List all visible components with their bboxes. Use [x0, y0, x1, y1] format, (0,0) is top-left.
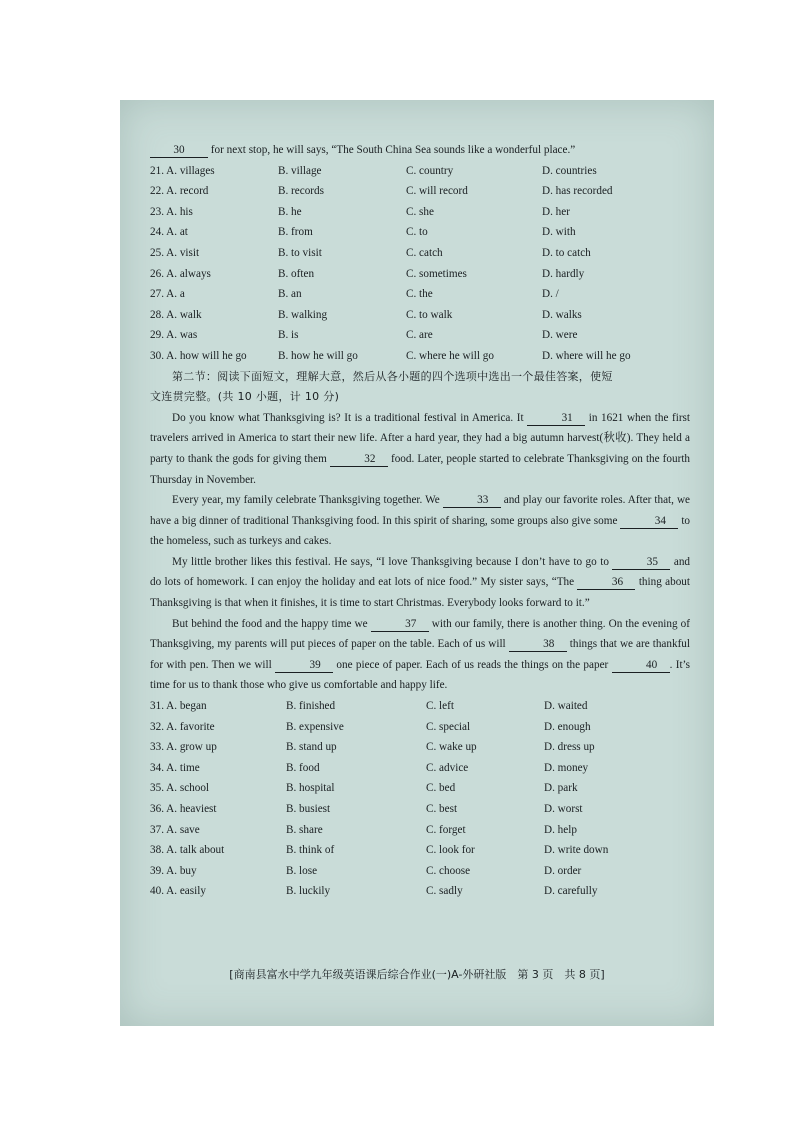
option: D. / — [542, 288, 559, 301]
option: C. wake up — [426, 741, 477, 754]
option: C. the — [406, 288, 433, 301]
blank-35: 35 — [612, 555, 670, 570]
option: B. how he will go — [278, 349, 358, 362]
option: D. park — [544, 782, 578, 795]
option: C. bed — [426, 782, 456, 795]
option: 37. A. save — [150, 823, 200, 836]
option: B. busiest — [286, 803, 331, 815]
option: C. left — [426, 700, 454, 713]
section-heading-line: 第二节：阅读下面短文，理解大意，然后从各小题的四个选项中选出一个最佳答案，使短 — [172, 369, 613, 383]
option: 28. A. walk — [150, 308, 202, 321]
option: 23. A. his — [150, 205, 193, 218]
passage-text: My little brother likes this festival. He says, “I love Thanksgiving because I don’t have to go to — [172, 555, 609, 568]
option: B. he — [278, 205, 302, 218]
option: B. finished — [286, 700, 336, 713]
blank-36: 36 — [577, 575, 635, 590]
option: 22. A. record — [150, 185, 209, 198]
passage-text: in 1621 when the first travelers arrived in America to start their new life. After a hard year, they had a big autumn harvest(秋收). They held a party to thank the gods for giving them — [150, 411, 691, 465]
blank-32: 32 — [330, 452, 388, 467]
section-2-heading — [150, 367, 690, 408]
option: 27. A. a — [150, 288, 185, 301]
options-21-30 — [150, 161, 690, 367]
exam-content — [150, 140, 690, 902]
option: 36. A. heaviest — [150, 803, 217, 815]
option: D. enough — [544, 720, 591, 733]
option: 34. A. time — [150, 761, 200, 774]
option: B. is — [278, 329, 299, 342]
option: 33. A. grow up — [150, 741, 217, 754]
passage-text: and play our favorite roles. After that, we have a big dinner of traditional Thanksgiving food. In this spirit of sharing, some groups also give some — [150, 494, 690, 527]
option: C. look for — [426, 844, 475, 857]
options-31-40 — [150, 696, 690, 902]
option: D. to catch — [542, 246, 591, 259]
passage-text: to the homeless, such as turkeys and cakes. — [150, 514, 691, 548]
option: 26. A. always — [150, 267, 211, 280]
option: 35. A. school — [150, 782, 210, 795]
option: C. she — [406, 205, 434, 218]
option: 24. A. at — [150, 226, 188, 239]
option: C. forget — [426, 823, 466, 836]
option: B. expensive — [286, 720, 344, 733]
option: D. order — [544, 864, 582, 877]
option: D. money — [544, 761, 589, 774]
passage-text: Every year, my family celebrate Thanksgiving together. We — [172, 494, 440, 507]
option: C. will record — [406, 185, 468, 198]
option: B. walking — [278, 308, 328, 321]
option: B. luckily — [286, 885, 331, 898]
option: D. worst — [544, 803, 583, 815]
option: C. to walk — [406, 308, 453, 321]
option: B. think of — [286, 844, 335, 857]
option: D. dress up — [544, 741, 595, 754]
option: B. share — [286, 823, 323, 836]
option: D. walks — [542, 308, 582, 321]
passage-text: one piece of paper. Each of us reads the things on the paper — [336, 658, 609, 671]
option: C. sometimes — [406, 267, 467, 280]
top-line-text: for next stop, he will says, “The South China Sea sounds like a wonderful place.” — [210, 144, 576, 156]
option: C. advice — [426, 761, 469, 774]
option: D. where will he go — [542, 349, 631, 362]
option: D. her — [542, 205, 570, 218]
passage-text: thing about Thanksgiving is that when it finishes, it is time to start Christmas. Everybody looks forward to it.” — [150, 576, 691, 610]
option: B. food — [286, 761, 320, 774]
passage — [150, 408, 690, 696]
option: D. waited — [544, 700, 588, 713]
top-line — [150, 140, 690, 161]
option: B. from — [278, 226, 313, 239]
option: C. choose — [426, 864, 471, 877]
passage-text: things that we are thankful for with pen. Then we will — [150, 638, 691, 671]
blank-39: 39 — [275, 658, 333, 673]
option: C. sadly — [426, 885, 463, 898]
option: B. stand up — [286, 741, 337, 754]
option: C. country — [406, 164, 454, 177]
option: 21. A. villages — [150, 164, 215, 177]
option: 30. A. how will he go — [150, 349, 247, 362]
option: D. were — [542, 329, 578, 342]
passage-text: Do you know what Thanksgiving is? It is a traditional festival in America. It — [172, 411, 524, 424]
blank-31: 31 — [527, 411, 585, 426]
option: 40. A. easily — [150, 885, 206, 898]
paragraph-2 — [150, 490, 690, 552]
option: 25. A. visit — [150, 246, 200, 259]
option: D. carefully — [544, 885, 598, 898]
option: 29. A. was — [150, 329, 198, 342]
passage-text: food. Later, people started to celebrate Thanksgiving on the fourth Thursday in November. — [150, 452, 691, 486]
blank-38: 38 — [509, 637, 567, 652]
exam-page-photo — [120, 100, 714, 1026]
option: 39. A. buy — [150, 864, 197, 877]
option: B. an — [278, 288, 302, 301]
option: 32. A. favorite — [150, 720, 215, 733]
option: C. best — [426, 803, 458, 815]
option: C. catch — [406, 246, 443, 259]
option: C. special — [426, 720, 471, 733]
passage-text: and do lots of homework. I can enjoy the holiday and eat lots of nice food.” My sister says, “The — [150, 555, 691, 589]
paragraph-4 — [150, 614, 690, 696]
option: D. has recorded — [542, 185, 613, 198]
passage-text: But behind the food and the happy time we — [172, 617, 368, 630]
option: B. records — [278, 185, 324, 198]
option: B. lose — [286, 864, 318, 877]
option: B. hospital — [286, 782, 335, 795]
section-heading-line: 文连贯完整。(共 10 小题，计 10 分) — [150, 390, 340, 404]
passage-text: with our family, there is another thing. On the evening of Thanksgiving, my parents will put pieces of paper on the table. Each of us will — [150, 617, 691, 651]
option: C. to — [406, 226, 428, 239]
option: D. hardly — [542, 267, 585, 280]
option: B. to visit — [278, 246, 322, 259]
paragraph-1 — [150, 408, 690, 490]
option: B. often — [278, 267, 315, 280]
option: D. with — [542, 226, 576, 239]
paragraph-3 — [150, 552, 690, 614]
option: C. are — [406, 329, 433, 342]
blank-33: 33 — [443, 493, 501, 508]
option: 31. A. began — [150, 700, 207, 713]
passage-text: . It’s time for us to thank those who give us comfortable and happy life. — [150, 658, 691, 692]
blank-40: 40 — [612, 658, 670, 673]
page-footer: [商南县富水中学九年级英语课后综合作业(一)A-外研社版 第 3 页 共 8 页] — [229, 968, 605, 981]
option: 38. A. talk about — [150, 844, 225, 857]
option: D. write down — [544, 844, 609, 857]
option: B. village — [278, 164, 322, 177]
blank-34: 34 — [620, 514, 678, 529]
option: D. help — [544, 823, 577, 836]
option: C. where he will go — [406, 349, 494, 362]
blank-30: 30 — [150, 143, 208, 158]
option: D. countries — [542, 164, 597, 177]
blank-37: 37 — [371, 617, 429, 632]
